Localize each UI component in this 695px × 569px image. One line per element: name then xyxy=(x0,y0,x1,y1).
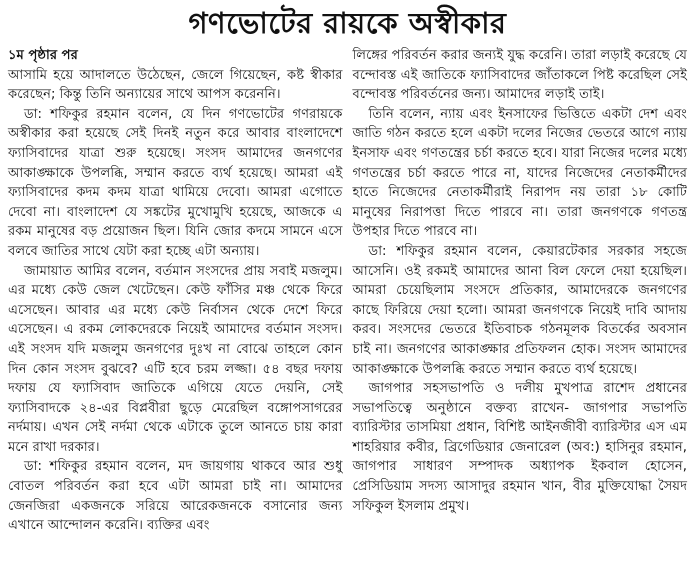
left-column xyxy=(8,46,343,536)
continuation-kicker-paragraph xyxy=(8,46,343,66)
headline: গণভোটের রায়কে অস্বীকার xyxy=(188,6,507,40)
article-paragraph: ডা: শফিকুর রহমান বলেন, কেয়ারটেকার সরকার সহজে আসেনি। ওই রকমই আমাদের আনা বিল ফেলে দেয়া হয়েছিল। আমরা চেয়েছিলাম সংসদে প্রতিকার, আমাদেরকে জনগণের কাছে ফিরিয়ে দেয়া হলো। আমরা জনগণকে নিয়েই দাবি আদায় করব। সংসদের ভেতরে ইতিবাচক গঠনমূলক বিতর্কের অবসান চাই না। জনগণের আকাঙ্ক্ষার প্রতিফলন হোক। সংসদ আমাদের আকাঙ্ক্ষাকে উপলব্ধি করতে সম্মান করতে ব্যর্থ হয়েছে। xyxy=(352,243,687,377)
right-column xyxy=(353,46,688,536)
article-paragraph: তিনি বলেন, ন্যায় এবং ইনসাফের ভিত্তিতে একটা দেশ এবং জাতি গঠন করতে হলে একটা দলের নিজের ভেতরে আগে ন্যায় ইনসাফ এবং গণতন্ত্রের চর্চা করতে হবে। যারা নিজের দলের মধ্যে গণতন্ত্রের চর্চা করতে পারে না, যাদের নিজেদের নেতাকর্মীদের হাতে নিজেদের নেতাকর্মীরাই নিরাপদ নয় তারা ১৮ কোটি মানুষের নিরাপত্তা দিতে পারবে না। তারা জনগণকে গণতন্ত্র উপহার দিতে পারবে না। xyxy=(352,106,687,240)
article-paragraph: লিঙ্গের পরিবর্তন করার জন্যই যুদ্ধ করেনি। তারা লড়াই করেছে যে বন্দোবস্ত এই জাতিকে ফ্যাসিবাদের জাঁতাকলে পিষ্ট করেছিল সেই বন্দোবস্ত পরিবর্তনের জন্য। আমাদের লড়াই তাই। xyxy=(352,48,687,103)
continuation-kicker: ১ম পৃষ্ঠার পর xyxy=(8,48,78,63)
article-columns xyxy=(8,46,687,536)
article-paragraph: জাগপার সহসভাপতি ও দলীয় মুখপাত্র রাশেদ প্রধানের সভাপতিত্বে অনুষ্ঠানে বক্তব্য রাখেন- জাগপার সভাপতি ব্যারিস্টার তাসমিয়া প্রধান, বিশিষ্ট আইনজীবী ব্যারিস্টার এস এম শাহরিয়ার কবীর, ব্রিগেডিয়ার জেনারেল (অব:) হাসিনুর রহমান, জাগপার সাধারণ সম্পাদক অধ্যাপক ইকবাল হোসেন, প্রেসিডিয়াম সদস্য আসাদুর রহমান খান, বীর মুক্তিযোদ্ধা সৈয়দ সফিকুল ইসলাম প্রমুখ। xyxy=(352,381,687,514)
article-paragraph: ডা: শফিকুর রহমান বলেন, যে দিন গণভোটের গণরায়কে অস্বীকার করা হয়েছে সেই দিনই নতুন করে আবার বাংলাদেশে ফ্যাসিবাদের যাত্রা শুরু হয়েছে। সংসদ আমাদের জনগণের আকাঙ্ক্ষাকে উপলব্ধি, সম্মান করতে ব্যর্থ হয়েছে। আমরা এই ফ্যাসিবাদের কদম কদম যাত্রা থামিয়ে দেবো। আমরা এগোতে দেবো না। বাংলাদেশ যে সঙ্কটের মুখোমুখি হয়েছে, আজকে এ রকম মানুষের বড় প্রয়োজন ছিল। যিনি জোর কদমে সামনে এসে বলবে জাতির সাথে যেটা করা হচ্ছে এটা অন্যায়। xyxy=(8,106,343,259)
article-paragraph: জামায়াত আমির বলেন, বর্তমান সংসদের প্রায় সবাই মজলুম। এর মধ্যে কেউ জেল খেটেছেন। কেউ ফাঁসির মঞ্চ থেকে ফিরে এসেছেন। আবার এর মধ্যে কেউ নির্বাসন থেকে দেশে ফিরে এসেছেন। এ রকম লোকদেরকে নিয়েই আমাদের বর্তমান সংসদ। এই সংসদ যদি মজলুম জনগণের দুঃখ না বোঝে তাহলে কোন দিন কোন সংসদ বুঝবে? এটি হবে চরম লজ্জা। ৫৪ বছর দফায় দফায় যে ফ্যাসিবাদ জাতিকে এগিয়ে যেতে দেয়নি, সেই ফ্যাসিবাদকে ২৪-এর বিপ্লবীরা ছুড়ে মেরেছিল বঙ্গোপসাগরের নর্দমায়। এখন সেই নর্দমা থেকে এটাকে তুলে আনতে চায় কারা মনে রাখা দরকার। xyxy=(8,263,343,455)
article-paragraph: ডা: শফিকুর রহমান বলেন, মদ জায়গায় থাকবে আর শুধু বোতল পরিবর্তন করা হবে এটা আমরা চাই না। আমাদের জেনজিরা একজনকে সরিয়ে আরেকজনকে বসানোর জন্য এখানে আন্দোলন করেনি। ব্যক্তির এবং xyxy=(8,459,343,534)
article-paragraph: আসামি হয়ে আদালতে উঠেছেন, জেলে গিয়েছেন, কষ্ট স্বীকার করেছেন; কিন্তু তিনি অন্যায়ের সাথে আপস করেননি। xyxy=(8,67,343,103)
